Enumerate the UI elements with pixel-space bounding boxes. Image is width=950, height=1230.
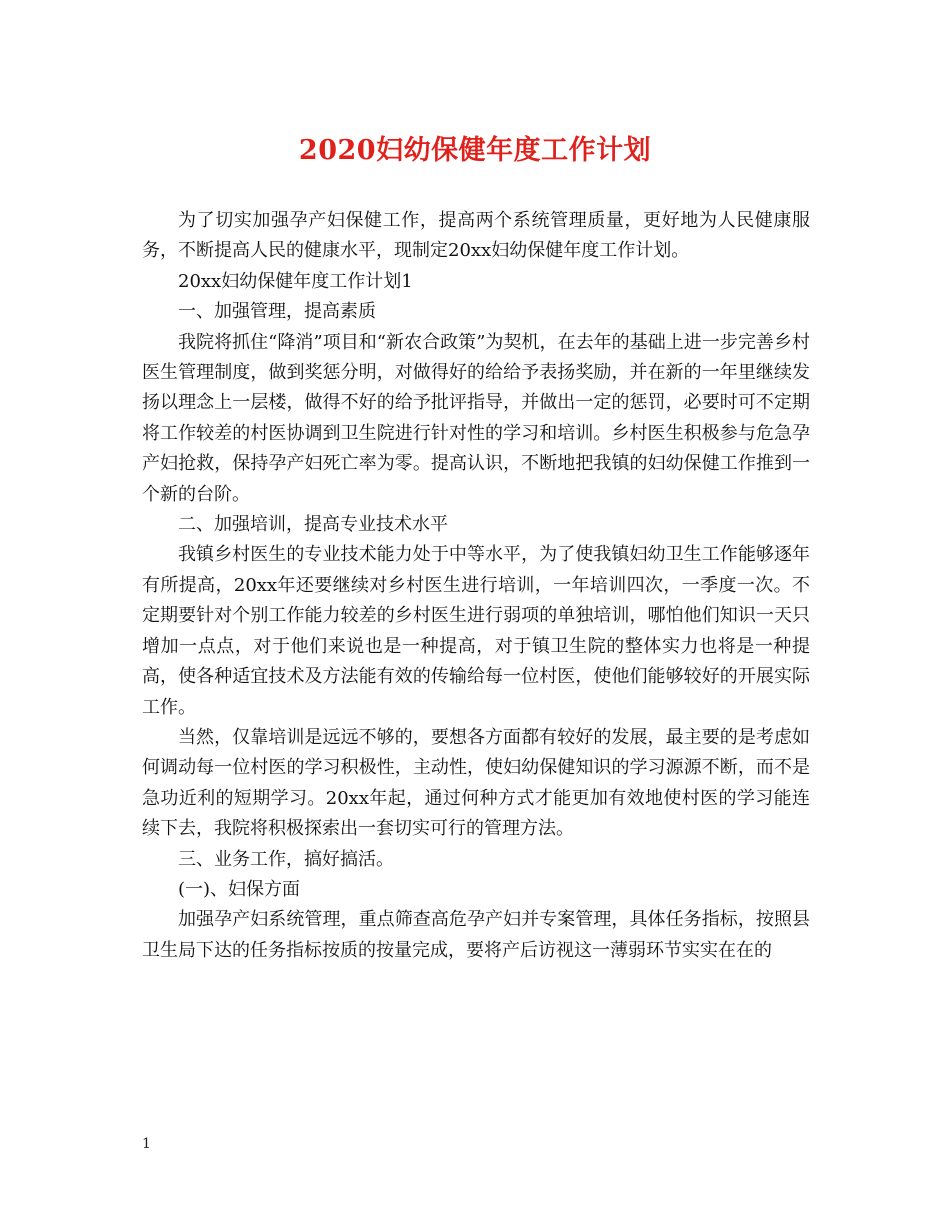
document-body <box>142 206 810 966</box>
heading-business: 三、业务工作，搞好搞活。 <box>178 848 394 870</box>
heading-training: 二、加强培训，提高专业技术水平 <box>178 514 448 536</box>
heading-management: 一、加强管理，提高素质 <box>178 301 376 323</box>
section-title-plan: 20xx妇幼保健年度工作计划1 <box>178 270 413 292</box>
paragraph-maternal-care: 加强孕产妇系统管理，重点筛查高危孕产妇并专案管理，具体任务指标，按照县卫生局下达的任务指标按质的按量完成，要将产后访视这一薄弱环节实实在在的 <box>142 909 810 961</box>
paragraph-intro: 为了切实加强孕产妇保健工作，提高两个系统管理质量，更好地为人民健康服务，不断提高人民的健康水平，现制定20xx妇幼保健年度工作计划。 <box>142 210 810 262</box>
paragraph-training-continued: 当然，仅靠培训是远远不够的，要想各方面都有较好的发展，最主要的是考虑如何调动每一位村医的学习积极性，主动性，使妇幼保健知识的学习源源不断，而不是急功近利的短期学习。20xx年起，通过何种方式才能更加有效地使村医的学习能连续下去，我院将积极探索出一套切实可行的管理方法。 <box>142 726 810 840</box>
page-number: 1 <box>142 1136 151 1152</box>
paragraph-training: 我镇乡村医生的专业技术能力处于中等水平，为了使我镇妇幼卫生工作能够逐年有所提高，20xx年还要继续对乡村医生进行培训，一年培训四次，一季度一次。不定期要针对个别工作能力较差的乡村医生进行弱项的单独培训，哪怕他们知识一天只增加一点点，对于他们来说也是一种提高，对于镇卫生院的整体实力也将是一种提高，使各种适宜技术及方法能有效的传输给每一位村医，使他们能够较好的开展实际工作。 <box>142 544 810 718</box>
paragraph-management: 我院将抓住“降消”项目和“新农合政策”为契机，在去年的基础上进一步完善乡村医生管理制度，做到奖惩分明，对做得好的给给予表扬奖励，并在新的一年里继续发扬以理念上一层楼，做得不好的给予批评指导，并做出一定的惩罚，必要时可不定期将工作较差的村医协调到卫生院进行针对性的学习和培训。乡村医生积极参与危急孕产妇抢救，保持孕产妇死亡率为零。提高认识，不断地把我镇的妇幼保健工作推到一个新的台阶。 <box>142 331 810 505</box>
subheading-maternal-care: (一)、妇保方面 <box>178 878 301 900</box>
document-title: 2020妇幼保健年度工作计划 <box>298 135 652 166</box>
